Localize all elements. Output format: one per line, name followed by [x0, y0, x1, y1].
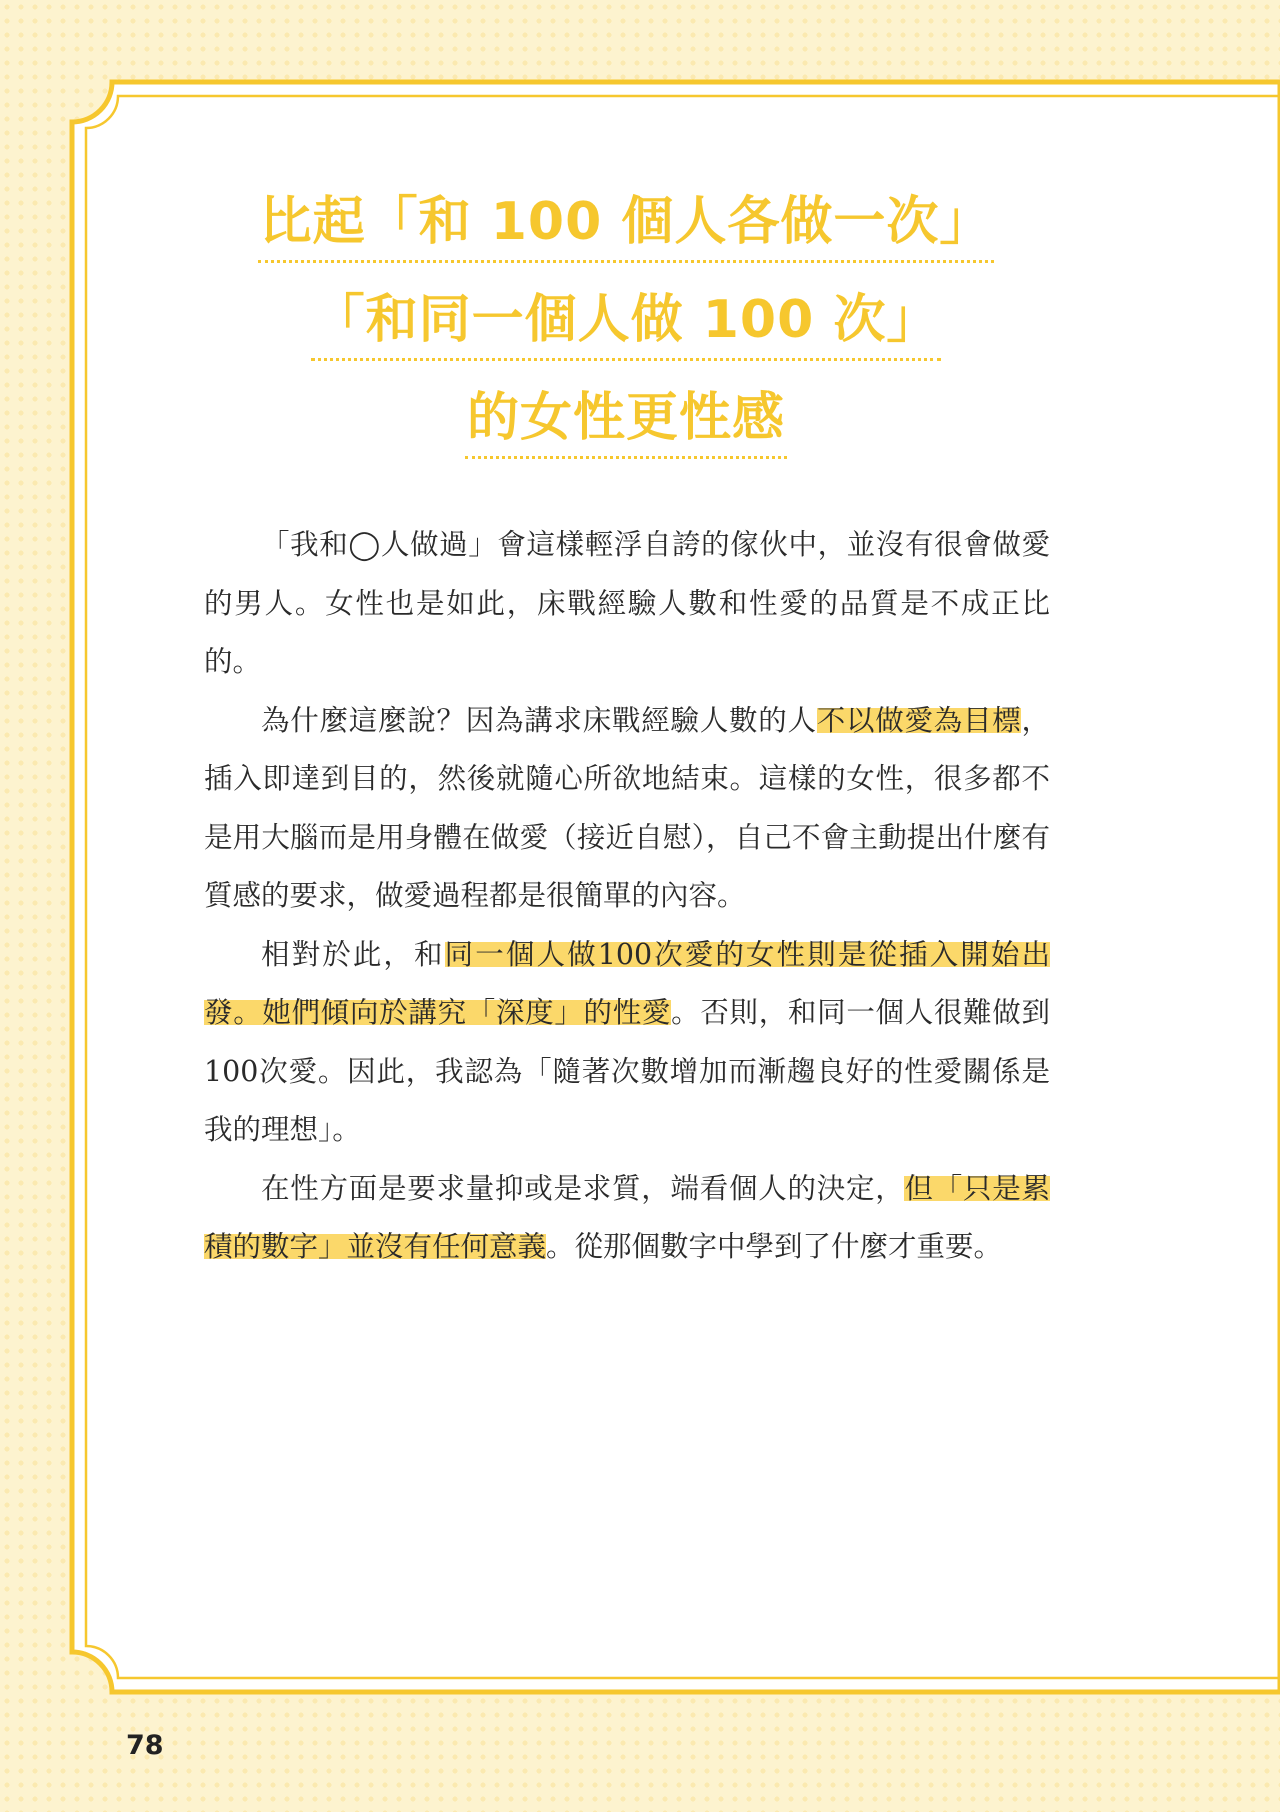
- paragraph-4: [204, 1160, 1050, 1277]
- highlighted-text: 不以做愛為目標: [816, 703, 1022, 737]
- paragraph-2: [204, 692, 1050, 926]
- paragraph-text: 為什麼這麼說？因為講求床戰經驗人數的人: [261, 703, 817, 737]
- paragraph-text: 。否則，和同一個人很難做到100次愛。因此，我認為「隨著次數增加而漸趨良好的性愛關係是我的理想」。: [204, 996, 1050, 1146]
- highlighted-text: 同一個人做100次愛的女性則是從插入開始出發。她們傾向於講究「深度」的性愛: [204, 937, 1050, 1029]
- paragraph-1: [204, 516, 1050, 692]
- paragraph-text: 。從那個數字中學到了什麼才重要。: [546, 1230, 1003, 1263]
- paragraph-text: ，插入即達到目的，然後就隨心所欲地結束。這樣的女性，很多都不是用大腦而是用身體在做愛（接近自慰），自己不會主動提出什麼有質感的要求，做愛過程都是很簡單的內容。: [204, 703, 1050, 912]
- title-line-2: 「和同一個人做 100 次」: [311, 288, 942, 361]
- body-text: [204, 516, 1050, 1277]
- page-number: 78: [126, 1730, 164, 1761]
- paragraph-text: 相對於此，和: [261, 937, 445, 971]
- paragraph-text: 「我和◯人做過」會這樣輕浮自誇的傢伙中，並沒有很會做愛的男人。女性也是如此，床戰經驗人數和性愛的品質是不成正比的。: [204, 528, 1050, 678]
- chapter-title: [96, 190, 1156, 484]
- paragraph-text: 在性方面是要求量抑或是求質，端看個人的決定，: [261, 1171, 905, 1205]
- highlighted-text: 但「只是累積的數字」並沒有任何意義: [204, 1171, 1050, 1263]
- title-line-1: 比起「和 100 個人各做一次」: [258, 190, 995, 263]
- title-line-3: 的女性更性感: [465, 386, 787, 459]
- paragraph-3: [204, 926, 1050, 1160]
